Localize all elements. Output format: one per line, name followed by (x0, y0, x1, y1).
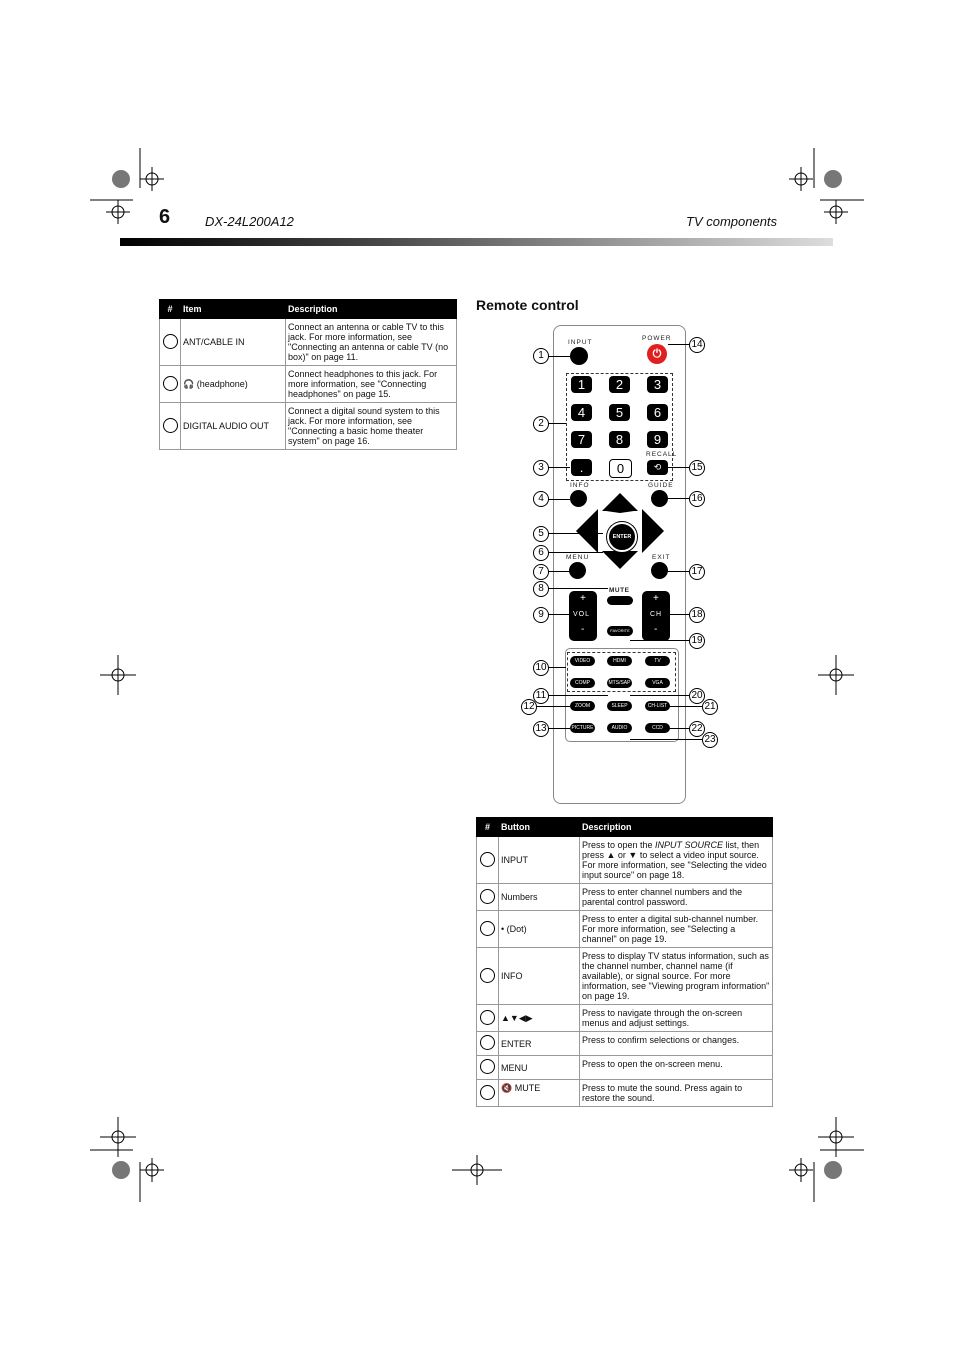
callout-number: 14 (689, 337, 705, 353)
mute-label: MUTE (609, 587, 630, 594)
table-row (477, 911, 773, 948)
callout-number: 7 (533, 564, 549, 580)
item-cell: ANT/CABLE IN (181, 319, 286, 366)
callout-number: 10 (533, 660, 549, 676)
connections-table (159, 299, 457, 450)
ch-plus: + (653, 593, 659, 604)
input-label: INPUT (568, 339, 593, 346)
vga-button: VGA (645, 678, 670, 688)
remote-control-illustration (553, 325, 686, 804)
enter-button: ENTER (607, 522, 637, 552)
headphone-icon: 🎧 (183, 379, 197, 389)
ch-label: CH (650, 611, 663, 618)
callout-number: 15 (689, 460, 705, 476)
leader-line (548, 588, 608, 589)
callout-number: 22 (689, 721, 705, 737)
button-cell: MUTE (514, 1083, 541, 1093)
leader-line (548, 467, 570, 468)
callout-number: 1 (533, 348, 549, 364)
callout-number: 16 (689, 491, 705, 507)
callout-number: 5 (533, 526, 549, 542)
table-row (477, 1080, 773, 1107)
description-cell: Press to confirm selections or changes. (580, 1032, 773, 1056)
digit-button: 6 (647, 404, 668, 421)
video-button: VIDEO (570, 656, 595, 666)
description-cell: Press to enter channel numbers and the parental control password. (580, 884, 773, 911)
leader-line (548, 356, 570, 357)
callout-number: 17 (689, 564, 705, 580)
leader-line (548, 423, 566, 424)
input-button (570, 347, 588, 365)
callout-number: 23 (702, 732, 718, 748)
callout-circle (163, 334, 178, 349)
table-row (477, 1005, 773, 1032)
leader-line (548, 614, 570, 615)
button-cell: ENTER (499, 1032, 580, 1056)
table-row (160, 366, 457, 403)
callout-circle (480, 852, 495, 867)
callout-number: 21 (702, 699, 718, 715)
dot-button: . (571, 459, 592, 476)
digit-button: 4 (571, 404, 592, 421)
callout-number: 13 (533, 721, 549, 737)
leader-line (668, 571, 689, 572)
callout-number: 18 (689, 607, 705, 623)
callout-number: 8 (533, 581, 549, 597)
exit-button (651, 562, 668, 579)
col-header-item: Item (181, 300, 286, 319)
picture-button: PICTURE (571, 725, 594, 731)
item-cell: (headphone) (196, 379, 248, 389)
item-cell: DIGITAL AUDIO OUT (181, 403, 286, 450)
description-cell: Press to open the INPUT SOURCE list, then press ▲ or ▼ to select a video input source. For more information, see "Selecting the video input source" on page 18. (580, 837, 773, 884)
mute-button (607, 596, 633, 605)
leader-line (668, 614, 689, 615)
callout-number: 12 (521, 699, 537, 715)
table-row (477, 948, 773, 1005)
callout-circle (480, 1035, 495, 1050)
col-header-description: Description (580, 818, 773, 837)
page-number: 6 (159, 206, 171, 228)
description-cell: Connect headphones to this jack. For more information, see "Connecting headphones" on page 15. (286, 366, 457, 403)
remote-control-heading: Remote control (476, 297, 579, 313)
leader-line (668, 728, 689, 729)
digit-button: 3 (647, 376, 668, 393)
menu-label: MENU (566, 554, 590, 561)
col-header-number: # (160, 300, 181, 319)
remote-buttons-table (476, 817, 773, 1107)
leader-line (548, 499, 570, 500)
digit-button: 9 (647, 431, 668, 448)
callout-number: 4 (533, 491, 549, 507)
leader-line (548, 552, 603, 553)
table-row (477, 884, 773, 911)
button-cell: ▲▼◀▶ (499, 1005, 580, 1032)
favorite-button: FAVORITE (607, 626, 633, 636)
description-cell: Press to mute the sound. Press again to restore the sound. (580, 1080, 773, 1107)
digit-button: 1 (571, 376, 592, 393)
vol-label: VOL (573, 611, 591, 618)
callout-number: 6 (533, 545, 549, 561)
callout-number: 19 (689, 633, 705, 649)
vol-minus: - (581, 624, 585, 635)
leader-line (548, 728, 570, 729)
mts-sap-button: MTS/SAP (608, 680, 631, 686)
leader-line (668, 498, 689, 499)
description-cell: Press to open the on-screen menu. (580, 1056, 773, 1080)
col-header-button: Button (499, 818, 580, 837)
leader-line (548, 667, 566, 668)
callout-number: 3 (533, 460, 549, 476)
tv-button: TV (645, 656, 670, 666)
button-cell: INFO (499, 948, 580, 1005)
callout-circle (480, 968, 495, 983)
power-label: POWER (642, 335, 672, 342)
callout-circle (480, 1085, 495, 1100)
leader-line (548, 695, 608, 696)
ch-list-button: CH-LIST (645, 701, 670, 711)
callout-circle (480, 1059, 495, 1074)
description-cell: Press to navigate through the on-screen menus and adjust settings. (580, 1005, 773, 1032)
description-cell: Press to enter a digital sub-channel number. For more information, see "Selecting a channel" on page 19. (580, 911, 773, 948)
button-cell: MENU (499, 1056, 580, 1080)
zoom-button: ZOOM (570, 701, 595, 711)
table-row (477, 1056, 773, 1080)
description-cell: Connect an antenna or cable TV to this jack. For more information, see "Connecting an antenna or cable TV (no box)" on page 11. (286, 319, 457, 366)
ccd-button: CCD (645, 723, 670, 733)
leader-line (630, 695, 689, 696)
leader-line (630, 640, 689, 641)
table-row (160, 403, 457, 450)
leader-line (668, 467, 689, 468)
leader-line (630, 739, 702, 740)
callout-number: 2 (533, 416, 549, 432)
table-row (477, 1032, 773, 1056)
digit-button: 2 (609, 376, 630, 393)
col-header-description: Description (286, 300, 457, 319)
audio-button: AUDIO (607, 723, 632, 733)
callout-circle (480, 1010, 495, 1025)
leader-line (548, 533, 603, 534)
vol-plus: + (580, 593, 586, 604)
digit-button: 5 (609, 404, 630, 421)
callout-number: 11 (533, 688, 549, 704)
digit-button: 0 (609, 459, 632, 478)
recall-button: ⟲ (647, 460, 668, 475)
menu-button (569, 562, 586, 579)
digit-button: 7 (571, 431, 592, 448)
callout-circle (163, 418, 178, 433)
leader-line (548, 571, 570, 572)
hdmi-button: HDMI (607, 656, 632, 666)
leader-line (668, 344, 689, 345)
model-name: DX-24L200A12 (205, 214, 294, 229)
button-cell: Numbers (499, 884, 580, 911)
callout-circle (163, 376, 178, 391)
callout-number: 20 (689, 688, 705, 704)
callout-circle (480, 889, 495, 904)
exit-label: EXIT (652, 554, 671, 561)
description-cell: Press to display TV status information, such as the channel number, channel name (if available), or signal source. For more information, see "Viewing program information" on page 19. (580, 948, 773, 1005)
digit-button: 8 (609, 431, 630, 448)
section-title: TV components (686, 214, 778, 229)
guide-label: GUIDE (648, 482, 674, 489)
button-cell: INPUT (499, 837, 580, 884)
callout-number: 9 (533, 607, 549, 623)
power-button: ⏻ (647, 344, 667, 364)
description-cell: Connect a digital sound system to this jack. For more information, see "Connecting a basic home theater system" on page 16. (286, 403, 457, 450)
leader-line (536, 706, 570, 707)
col-header-number: # (477, 818, 499, 837)
header-rule (120, 238, 833, 246)
button-cell: • (Dot) (499, 911, 580, 948)
ch-minus: - (654, 624, 658, 635)
recall-label: RECALL (646, 451, 678, 458)
sleep-button: SLEEP (607, 701, 632, 711)
callout-circle (480, 921, 495, 936)
comp-button: COMP (570, 678, 595, 688)
table-row (477, 837, 773, 884)
leader-line (668, 706, 702, 707)
mute-icon: 🔇 (501, 1083, 515, 1093)
info-label: INFO (570, 482, 590, 489)
table-row (160, 319, 457, 366)
